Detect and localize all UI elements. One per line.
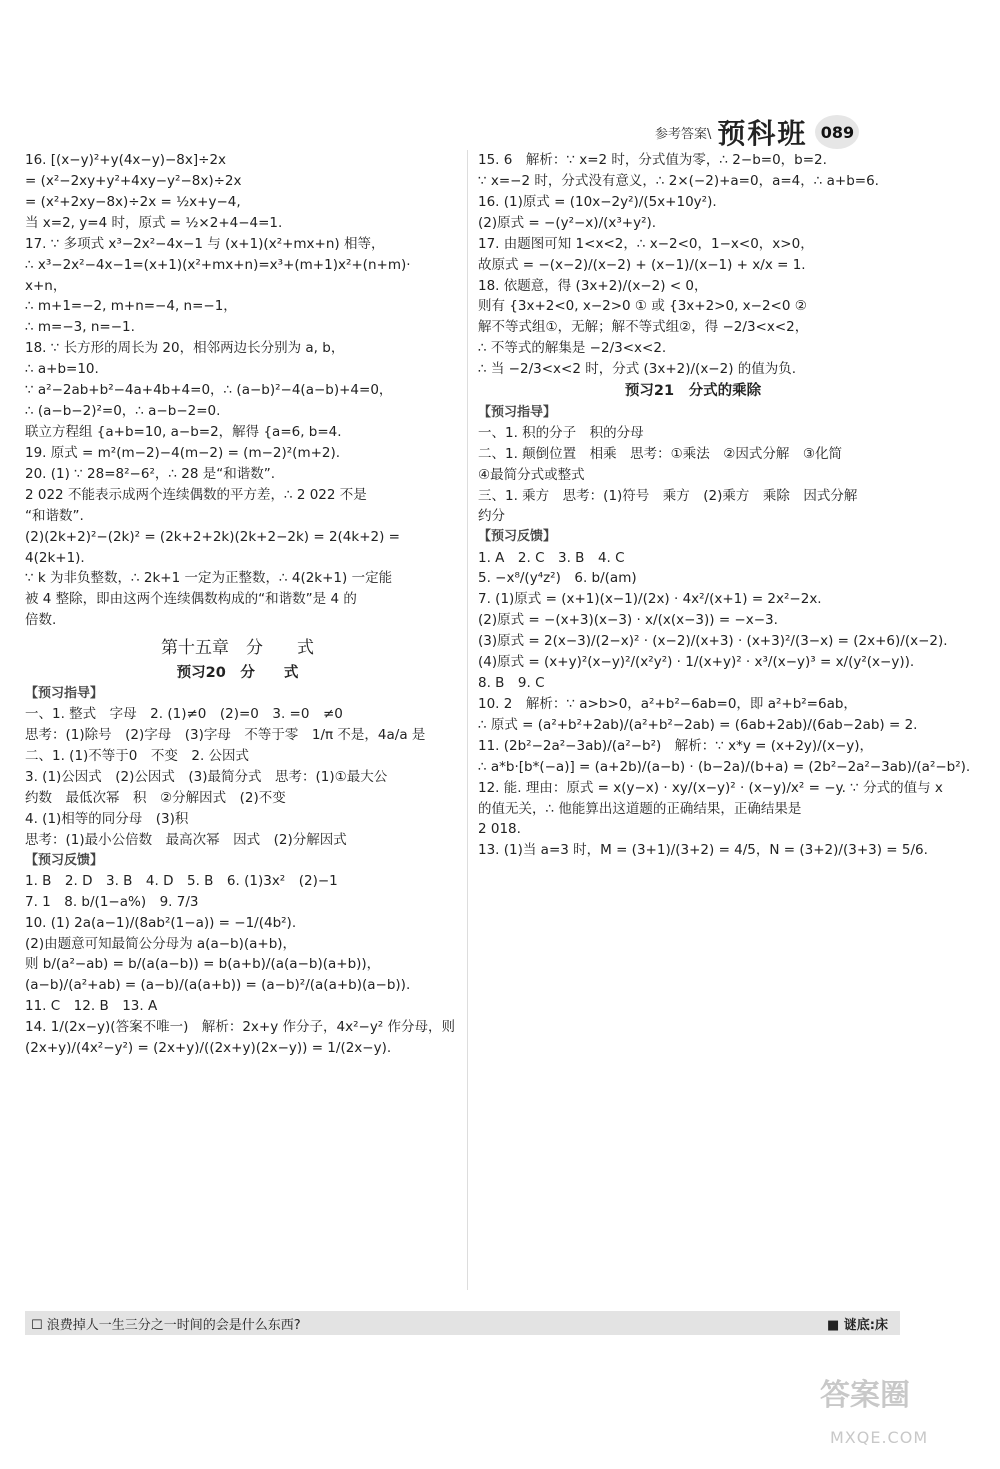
answer-line: 15. 6 解析：∵ x=2 时，分式值为零，∴ 2−b=0，b=2.: [478, 152, 827, 168]
answer-line: 2 022 不能表示成两个连续偶数的平方差，∴ 2 022 不是: [25, 486, 367, 503]
answer-line: 预习20 分 式: [176, 664, 299, 681]
page-number: 089: [815, 115, 859, 149]
answer-line: 17. 由题图可知 1<x<2，∴ x−2<0，1−x<0，x>0，: [478, 235, 814, 252]
answer-line: 联立方程组 {a+b=10, a−b=2，解得 {a=6, b=4.: [25, 423, 342, 440]
answer-line: 20. (1) ∵ 28=8²−6²，∴ 28 是“和谐数”.: [25, 465, 275, 482]
answer-line: 第十五章 分 式: [161, 638, 314, 659]
brand-logo: 预科班: [717, 117, 808, 150]
left-column: [25, 150, 456, 1059]
answer-line: 思考：(1)除号 (2)字母 (3)字母 不等于零 1/π 不是，4a/a 是: [25, 727, 426, 744]
answer-line: 3. (1)公因式 (2)公因式 (3)最简分式 思考：(1)①最大公: [25, 768, 388, 785]
answer-line: 约数 最低次幂 积 ②分解因式 (2)不变: [25, 789, 286, 806]
answer-line: (2x+y)/(4x²−y²) = (2x+y)/((2x+y)(2x−y)) = 1/(2x−y).: [25, 1040, 392, 1057]
answer-line: 18. 依题意，得 (3x+2)/(x−2) < 0，: [478, 277, 708, 294]
answer-line: 解不等式组①，无解；解不等式组②，得 −2/3<x<2，: [478, 319, 809, 336]
answer-line: 2 018.: [478, 821, 521, 838]
answer-line: 11. (2b²−2a²−3ab)/(a²−b²) 解析：∵ x*y = (x+2y)/(x−y)，: [478, 737, 874, 754]
answer-line: (4)原式 = (x+y)²(x−y)²/(x²y²) · 1/(x+y)² · x³/(x−y)³ = x/(y²(x−y)).: [478, 654, 915, 671]
answer-line: 8. B 9. C: [478, 675, 545, 692]
watermark-logo: 答案圈: [820, 1378, 910, 1413]
answer-line: 18. ∵ 长方形的周长为 20，相邻两边长分别为 a, b，: [25, 340, 345, 357]
riddle-question: ☐ 浪费掉人一生三分之一时间的会是什么东西?: [31, 1317, 301, 1333]
answer-line: 的值无关，∴ 他能算出这道题的正确结果，正确结果是: [478, 800, 802, 817]
answer-line: ④最简分式或整式: [478, 466, 585, 483]
answer-line: 则 b/(a²−ab) = b/(a(a−b)) = b(a+b)/(a(a−b)(a+b))，: [25, 956, 381, 973]
answer-line: 19. 原式 = m²(m−2)−4(m−2) = (m−2)²(m+2).: [25, 444, 341, 461]
header-label: 参考答案\: [655, 126, 712, 142]
answer-line: = (x²+2xy−8x)÷2x = ½x+y−4,: [25, 193, 241, 210]
answer-line: ∴ (a−b−2)²=0，∴ a−b−2=0.: [25, 403, 221, 420]
answer-line: “和谐数”.: [25, 507, 84, 524]
answer-line: (a−b)/(a²+ab) = (a−b)/(a(a+b)) = (a−b)²/(a(a+b)(a−b)).: [25, 977, 411, 994]
answer-line: 4. (1)相等的同分母 (3)积: [25, 810, 189, 827]
right-column: [478, 150, 971, 861]
answer-line: 5. −x⁸/(y⁴z²) 6. b/(am): [478, 570, 637, 587]
answer-line: 【预习反馈】: [25, 852, 104, 868]
answer-line: 【预习指导】: [478, 404, 557, 420]
page-header: [655, 112, 859, 152]
answer-line: ∵ x=−2 时，分式没有意义，∴ 2×(−2)+a=0，a=4，∴ a+b=6.: [478, 172, 879, 189]
answer-line: 倍数.: [25, 612, 57, 629]
answer-line: 10. 2 解析：∵ a>b>0，a²+b²−6ab=0，即 a²+b²=6ab，: [478, 695, 857, 712]
answer-line: 14. 1/(2x−y)(答案不唯一) 解析：2x+y 作分子，4x²−y² 作分母，则: [25, 1019, 456, 1036]
answer-line: 二、1. (1)不等于0 不变 2. 公因式: [25, 748, 250, 764]
answer-line: 【预习反馈】: [478, 529, 557, 545]
answer-line: 被 4 整除，即由这两个连续偶数构成的“和谐数”是 4 的: [25, 591, 357, 608]
answer-line: ∵ k 为非负整数，∴ 2k+1 一定为正整数，∴ 4(2k+1) 一定能: [25, 570, 393, 587]
answer-line: 11. C 12. B 13. A: [25, 998, 158, 1015]
answer-line: 一、1. 积的分子 积的分母: [478, 424, 644, 441]
answer-line: (2)原式 = −(x+3)(x−3) · x/(x(x−3)) = −x−3.: [478, 612, 778, 629]
answer-line: 16. (1)原式 = (10x−2y²)/(5x+10y²).: [478, 193, 717, 210]
riddle-footer: [25, 1311, 900, 1335]
answer-line: = (x²−2xy+y²+4xy−y²−8x)÷2x: [25, 172, 242, 189]
answer-line: ∴ m+1=−2, m+n=−4, n=−1，: [25, 298, 237, 315]
answer-line: 故原式 = −(x−2)/(x−2) + (x−1)/(x−1) + x/x = 1.: [478, 256, 806, 273]
answer-line: ∴ a*b·[b*(−a)] = (a+2b)/(a−b) · (b−2a)/(b+a) = (2b²−2a²−3ab)/(a²−b²).: [478, 758, 971, 775]
answer-line: x+n，: [25, 277, 67, 294]
answer-line: 约分: [478, 508, 505, 525]
answer-line: (2)原式 = −(y²−x)/(x³+y²).: [478, 214, 657, 231]
answer-line: 13. (1)当 a=3 时，M = (3+1)/(3+2) = 4/5，N = (3+2)/(3+3) = 5/6.: [478, 842, 928, 859]
answer-line: ∴ 原式 = (a²+b²+2ab)/(a²+b²−2ab) = (6ab+2ab)/(6ab−2ab) = 2.: [478, 716, 918, 733]
answer-line: ∴ 当 −2/3<x<2 时，分式 (3x+2)/(x−2) 的值为负.: [478, 361, 797, 378]
answer-line: 4(2k+1).: [25, 549, 85, 566]
answer-line: ∴ x³−2x²−4x−1=(x+1)(x²+mx+n)=x³+(m+1)x²+(n+m)·: [25, 256, 411, 273]
answer-line: (3)原式 = 2(x−3)/(2−x)² · (x−2)/(x+3) · (x+3)²/(3−x) = (2x+6)/(x−2).: [478, 633, 948, 650]
answer-line: 16. [(x−y)²+y(4x−y)−8x]÷2x: [25, 152, 227, 168]
answer-line: 【预习指导】: [25, 686, 104, 702]
answer-line: 10. (1) 2a(a−1)/(8ab²(1−a)) = −1/(4b²).: [25, 914, 297, 931]
watermark-url: MXQE.COM: [830, 1428, 929, 1447]
answer-line: 二、1. 颠倒位置 相乘 思考：①乘法 ②因式分解 ③化简: [478, 445, 842, 462]
answer-line: 思考：(1)最小公倍数 最高次幂 因式 (2)分解因式: [25, 831, 347, 848]
answer-line: ∵ a²−2ab+b²−4a+4b+4=0，∴ (a−b)²−4(a−b)+4=0，: [25, 382, 393, 399]
answer-line: 当 x=2, y=4 时，原式 = ½×2+4−4=1.: [25, 214, 283, 231]
answer-line: 7. 1 8. b/(1−a%) 9. 7/3: [25, 893, 199, 910]
answer-line: 一、1. 整式 字母 2. (1)≠0 (2)=0 3. =0 ≠0: [25, 706, 343, 723]
answer-line: 三、1. 乘方 思考：(1)符号 乘方 (2)乘方 乘除 因式分解: [478, 487, 858, 504]
answer-line: ∴ m=−3, n=−1.: [25, 319, 135, 336]
answer-line: ∴ 不等式的解集是 −2/3<x<2.: [478, 340, 667, 357]
answer-line: (2)(2k+2)²−(2k)² = (2k+2+2k)(2k+2−2k) = 2(4k+2) =: [25, 528, 400, 545]
answer-line: 1. A 2. C 3. B 4. C: [478, 549, 625, 566]
answer-line: 12. 能. 理由：原式 = x(y−x) · xy/(x−y)² · (x−y)/x² = −y. ∵ 分式的值与 x: [478, 779, 943, 796]
riddle-answer: ■ 谜底:床: [826, 1317, 888, 1333]
answer-line: 7. (1)原式 = (x+1)(x−1)/(2x) · 4x²/(x+1) = 2x²−2x.: [478, 591, 822, 608]
answer-line: 预习21 分式的乘除: [624, 383, 762, 400]
answer-line: 1. B 2. D 3. B 4. D 5. B 6. (1)3x² (2)−1: [25, 872, 338, 889]
answer-line: 17. ∵ 多项式 x³−2x²−4x−1 与 (x+1)(x²+mx+n) 相等，: [25, 235, 385, 252]
column-divider: [467, 150, 468, 1290]
answer-line: 则有 {3x+2<0, x−2>0 ① 或 {3x+2>0, x−2<0 ②: [478, 298, 807, 315]
answer-line: ∴ a+b=10.: [25, 361, 99, 378]
answer-line: (2)由题意可知最简公分母为 a(a−b)(a+b)，: [25, 935, 297, 952]
